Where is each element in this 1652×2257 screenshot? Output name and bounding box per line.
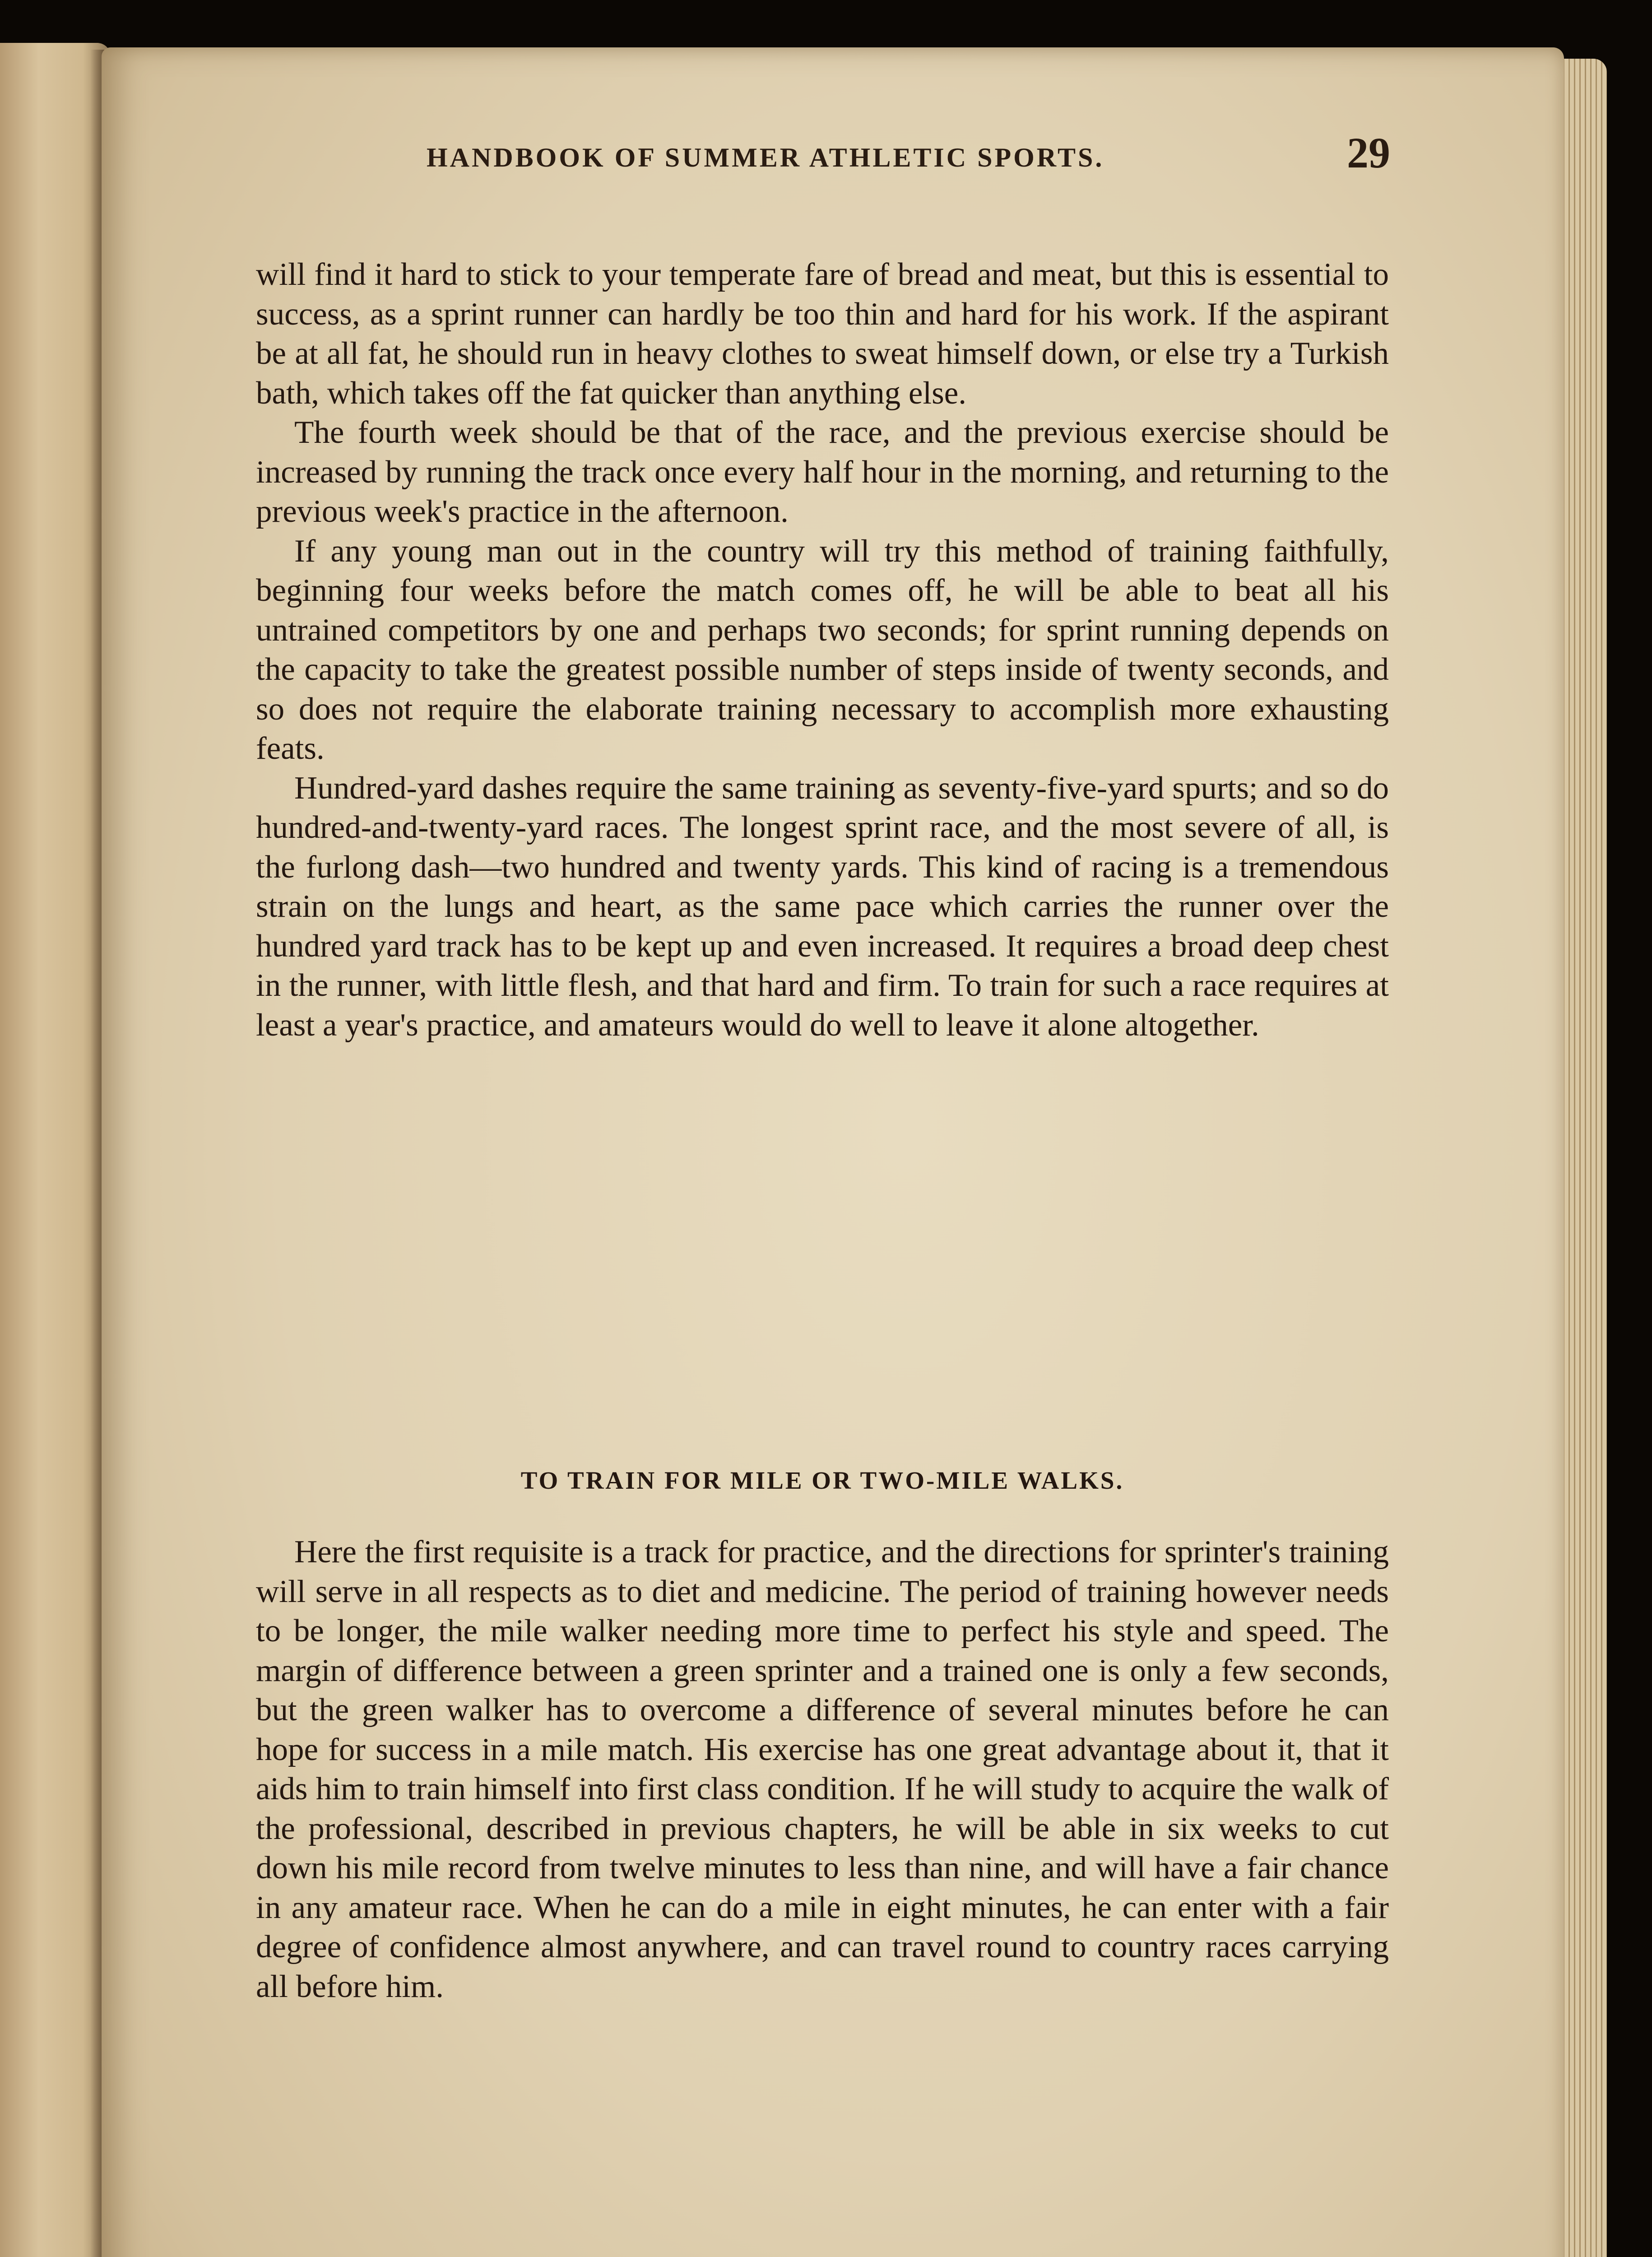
running-header bbox=[260, 124, 1390, 183]
running-title: HANDBOOK OF SUMMER ATHLETIC SPORTS. bbox=[427, 143, 1104, 172]
body-text-top bbox=[256, 255, 1389, 1045]
paragraph: The fourth week should be that of the race, and the previous exercise should be increased by running the track once every half hour in the morning, and returning to the previous week's practice in the afternoon. bbox=[256, 415, 1389, 529]
body-text-bottom bbox=[256, 1533, 1389, 2006]
paragraph: Hundred-yard dashes require the same training as seventy-five-yard spurts; and so do hundred-and-twenty-yard races. The longest sprint race, and the most severe of all, is the furlong dash—two hundred and twenty yards. This kind of racing is a tremendous strain on the lungs and heart, as the same pace which carries the runner over the hundred yard track has to be kept up and even increased. It requires a broad deep chest in the runner, with little flesh, and that hard and firm. To train for such a race requires at least a year's practice, and amateurs would do well to leave it alone altogether. bbox=[256, 770, 1389, 1043]
paragraph: will find it hard to stick to your temperate fare of bread and meat, but this is essential to success, as a sprint runner can hardly be too thin and hard for his work. If the aspirant be at all fat, he should run in heavy clothes to sweat himself down, or else try a Turkish bath, which takes off the fat quicker than anything else. bbox=[256, 257, 1389, 411]
page-number: 29 bbox=[1347, 129, 1390, 177]
paragraph: If any young man out in the country will try this method of training faithfully, beginning four weeks before the match comes off, he will be able to beat all his untrained competitors by one and perhaps two seconds; for sprint running depends on the capacity to take the greatest possible number of steps inside of twenty seconds, and so does not require the elaborate training necessary to accomplish more exhausting feats. bbox=[256, 533, 1389, 766]
paragraph: Here the first requisite is a track for practice, and the directions for sprinter's training will serve in all respects as to diet and medicine. The period of training however needs to be longer, the mile walker needing more time to perfect his style and speed. The margin of difference between a green sprinter and a trained one is only a few seconds, but the green walker has to overcome a difference of several minutes before he can hope for success in a mile match. His exercise has one great advantage about it, that it aids him to train himself into first class condition. If he will study to acquire the walk of the professional, described in previous chapters, he will be able in six weeks to cut down his mile record from twelve minutes to less than nine, and will have a fair chance in any amateur race. When he can do a mile in eight minutes, he can enter with a fair degree of confidence almost anywhere, and can travel round to country races carrying all before him. bbox=[256, 1534, 1389, 2004]
section-heading: TO TRAIN FOR MILE OR TWO-MILE WALKS. bbox=[520, 1467, 1124, 1494]
